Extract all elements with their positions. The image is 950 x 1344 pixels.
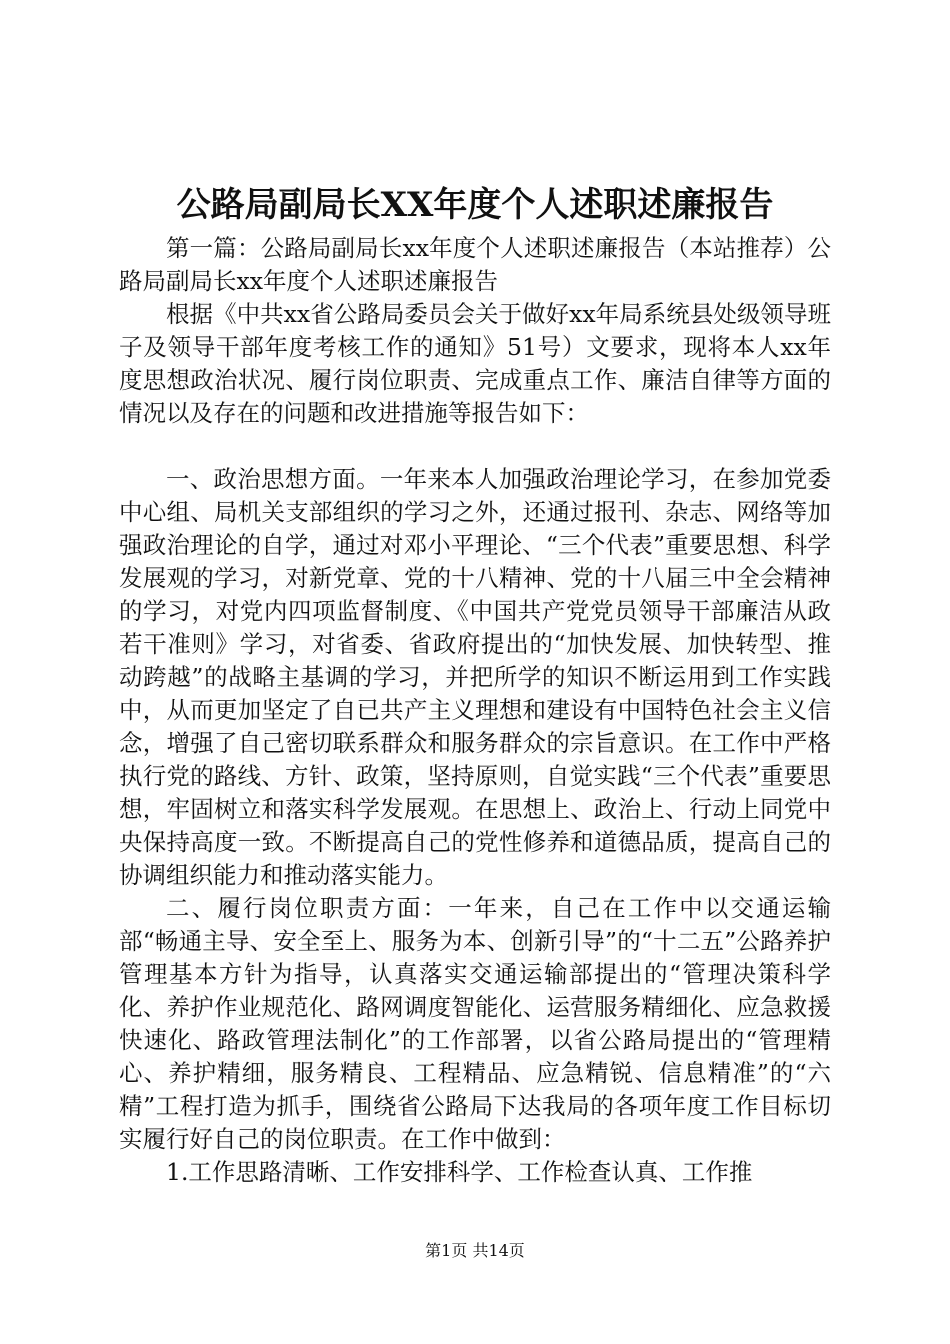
document-title: 公路局副局长XX年度个人述职述廉报告 (176, 185, 774, 225)
paragraph-intro: 第一篇：公路局副局长xx年度个人述职述廉报告（本站推荐）公路局副局长xx年度个人述职述廉报告 (119, 234, 831, 295)
paragraph-spacer (119, 430, 831, 463)
page-number-footer: 第1页 共14页 (425, 1241, 525, 1260)
document-body (119, 232, 831, 1189)
paragraph-basis: 根据《中共xx省公路局委员会关于做好xx年局系统县处级领导班子及领导干部年度考核工作的通知》51号）文要求，现将本人xx年度思想政治状况、履行岗位职责、完成重点工作、廉洁自律等方面的情况以及存在的问题和改进措施等报告如下： (119, 300, 831, 427)
paragraph-duties: 二、履行岗位职责方面：一年来，自己在工作中以交通运输部“畅通主导、安全至上、服务为本、创新引导”的“十二五”公路养护管理基本方针为指导，认真落实交通运输部提出的“管理决策科学化、养护作业规范化、路网调度智能化、运营服务精细化、应急救援快速化、路政管理法制化”的工作部署，以省公路局提出的“管理精心、养护精细，服务精良、工程精品、应急精锐、信息精准”的“六精”工程打造为抓手，围绕省公路局下达我局的各项年度工作目标切实履行好自己的岗位职责。在工作中做到： (119, 894, 831, 1153)
paragraph-political-thought: 一、政治思想方面。一年来本人加强政治理论学习，在参加党委中心组、局机关支部组织的学习之外，还通过报刊、杂志、网络等加强政治理论的自学，通过对邓小平理论、“三个代表”重要思想、科学发展观的学习，对新党章、党的十八精神、党的十八届三中全会精神的学习，对党内四项监督制度、《中国共产党党员领导干部廉洁从政若干准则》学习，对省委、省政府提出的“加快发展、加快转型、推动跨越”的战略主基调的学习，并把所学的知识不断运用到工作实践中，从而更加坚定了自已共产主义理想和建设有中国特色社会主义信念，增强了自己密切联系群众和服务群众的宗旨意识。在工作中严格执行党的路线、方针、政策，坚持原则，自觉实践“三个代表”重要思想，牢固树立和落实科学发展观。在思想上、政治上、行动上同党中央保持高度一致。不断提高自己的党性修养和道德品质，提高自己的协调组织能力和推动落实能力。 (119, 465, 831, 889)
paragraph-item-1: 1.工作思路清晰、工作安排科学、工作检查认真、工作推 (166, 1158, 753, 1186)
